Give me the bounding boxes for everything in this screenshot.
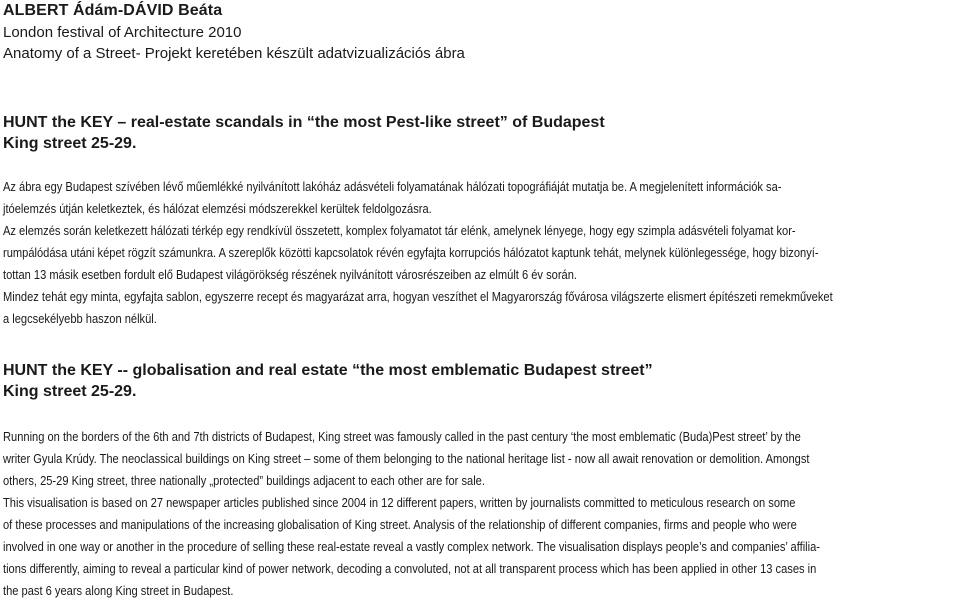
english-text-line: involved in one way or another in the procedure of selling these real-estate reveal a vastly complex network. The visualisation displays people’s and companies’ affilia- [3,539,821,554]
english-text-line: tions differently, aiming to reveal a particular kind of power network, decoding a convoluted, not at all transparent process which has been applied in other 13 cases in [3,561,817,576]
english-section-title [3,360,957,402]
english-paragraph [3,426,957,602]
document-header [3,0,957,64]
english-title-line-2: King street 25-29. [3,383,137,400]
hungarian-title-line-1: HUNT the KEY – real-estate scandals in “the most Pest-like street” of Budapest [3,114,605,131]
english-text-line: of these processes and manipulations of the increasing globalisation of King street. Analysis of the relationship of different companies, firms and people who were [3,517,797,532]
hungarian-paragraph [3,176,957,330]
hungarian-text-line: jtóelemzés útján keletkeztek, és hálózat elemzési módszerekkel kerültek feldolgozásra. [3,201,432,216]
hungarian-text-line: Az ábra egy Budapest szívében lévő műemlékké nyilvánított lakóház adásvételi folyamatának hálózati topográfiáját mutatja be. A megjelenített információk sa- [3,179,782,194]
english-text-line: others, 25-29 King street, three nationally „protected” buildings adjacent to each other are for sale. [3,473,485,488]
hungarian-text-line: tottan 13 másik esetben fordult elő Budapest világörökség részének nyilvánított városrészeiben az elmúlt 6 év során. [3,267,577,282]
event-line: London festival of Architecture 2010 [3,24,242,41]
author-line: ALBERT Ádám-DÁVID Beáta [3,2,223,19]
hungarian-text-line: rumpálódása utáni képet rögzít számunkra. A szereplők közötti kapcsolatok révén egyfajta korrupciós hálózatot kaptunk tehát, melynek különlegessége, hogy bizonyí- [3,245,819,260]
hungarian-text-line: Az elemzés során keletkezett hálózati térkép egy rendkívül összetett, komplex folyamatot tár elénk, amelynek lényege, hogy egy szimpla adásvételi folyamat kor- [3,223,796,238]
hungarian-title-line-2: King street 25-29. [3,135,137,152]
english-text-line: Running on the borders of the 6th and 7th districts of Budapest, King street was famously called in the past century ‘the most emblematic (Buda)Pest street’ by the [3,429,801,444]
hungarian-section-title [3,112,957,154]
hungarian-text-line: a legcsekélyebb haszon nélkül. [3,311,157,326]
project-line: Anatomy of a Street- Projekt keretében készült adatvizualizációs ábra [3,45,465,62]
english-text-line: writer Gyula Krúdy. The neoclassical buildings on King street – some of them belonging to the national heritage list - now all await renovation or demolition. Amongst [3,451,810,466]
english-title-line-1: HUNT the KEY -- globalisation and real estate “the most emblematic Budapest street” [3,362,653,379]
english-text-line: This visualisation is based on 27 newspaper articles published since 2004 in 12 different papers, written by journalists committed to meticulous research on some [3,495,796,510]
english-text-line: the past 6 years along King street in Budapest. [3,583,234,598]
hungarian-text-line: Mindez tehát egy minta, egyfajta sablon, egyszerre recept és magyarázat arra, hogyan veszíthet el Magyarország fővárosa világszerte elismert építészeti remekműveket [3,289,833,304]
